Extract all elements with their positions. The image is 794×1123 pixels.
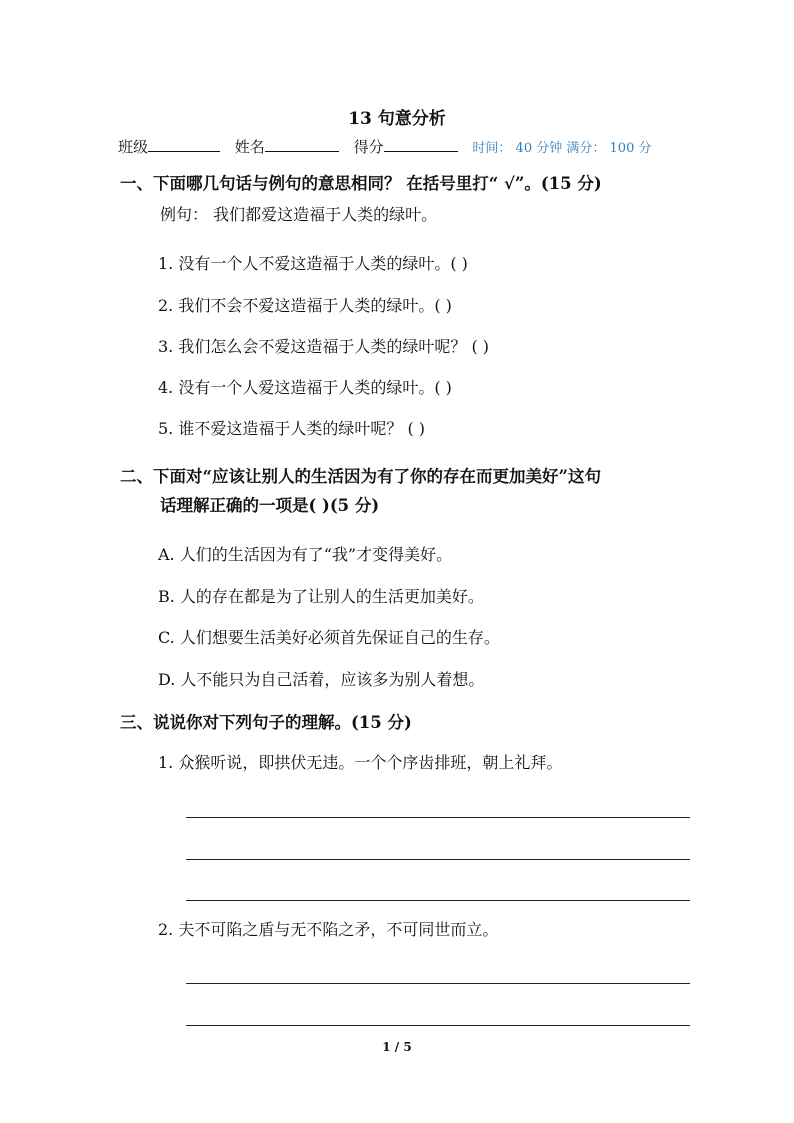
time-info — [472, 141, 651, 156]
page-title: 13 句意分析 — [348, 109, 446, 129]
section-1-item: 2. 我们不会不爱这造福于人类的绿叶。( ) — [158, 296, 452, 315]
page-number: 1 / 5 — [382, 1040, 412, 1054]
time-label: 时间： — [472, 141, 512, 156]
answer-line[interactable] — [186, 859, 690, 860]
section-1-item: 4. 没有一个人爱这造福于人类的绿叶。( ) — [158, 378, 452, 397]
section-3-item: 2. 夫不可陷之盾与无不陷之矛，不可同世而立。 — [158, 920, 499, 939]
section-1-example: 例句： 我们都爱这造福于人类的绿叶。 — [160, 205, 438, 224]
answer-line[interactable] — [186, 817, 690, 818]
section-1-item: 1. 没有一个人不爱这造福于人类的绿叶。( ) — [158, 254, 468, 273]
section-3-heading: 三、说说你对下列句子的理解。(15 分) — [120, 713, 412, 732]
time-value: 40 分钟 — [515, 141, 563, 156]
section-2-option: C. 人们想要生活美好必须首先保证自己的生存。 — [158, 628, 500, 647]
answer-line[interactable] — [186, 1025, 690, 1026]
score-blank — [384, 137, 458, 152]
name-label: 姓名 — [234, 138, 265, 156]
answer-line[interactable] — [186, 900, 690, 901]
answer-line[interactable] — [186, 983, 690, 984]
section-1-item: 5. 谁不爱这造福于人类的绿叶呢？ ( ) — [158, 419, 426, 438]
section-2-heading-line-2: 话理解正确的一项是( )(5 分) — [160, 496, 380, 515]
class-label: 班级 — [118, 138, 149, 156]
section-3-item: 1. 众猴听说，即拱伏无违。一个个序齿排班，朝上礼拜。 — [158, 753, 563, 772]
name-blank — [265, 137, 339, 152]
section-1-item: 3. 我们怎么会不爱这造福于人类的绿叶呢？ ( ) — [158, 337, 490, 356]
full-score-value: 100 分 — [609, 141, 652, 156]
class-blank — [148, 137, 220, 152]
score-label: 得分 — [353, 138, 384, 156]
student-info-line — [118, 136, 651, 157]
section-2-heading-line-1: 二、下面对“应该让别人的生活因为有了你的存在而更加美好”这句 — [120, 467, 601, 486]
full-score-label: 满分： — [566, 141, 606, 156]
section-2-option: A. 人们的生活因为有了“我”才变得美好。 — [158, 545, 453, 564]
section-2-option: D. 人不能只为自己活着，应该多为别人着想。 — [158, 670, 485, 689]
section-1-heading: 一、下面哪几句话与例句的意思相同？ 在括号里打“ √”。(15 分) — [120, 174, 602, 193]
section-2-option: B. 人的存在都是为了让别人的生活更加美好。 — [158, 587, 484, 606]
